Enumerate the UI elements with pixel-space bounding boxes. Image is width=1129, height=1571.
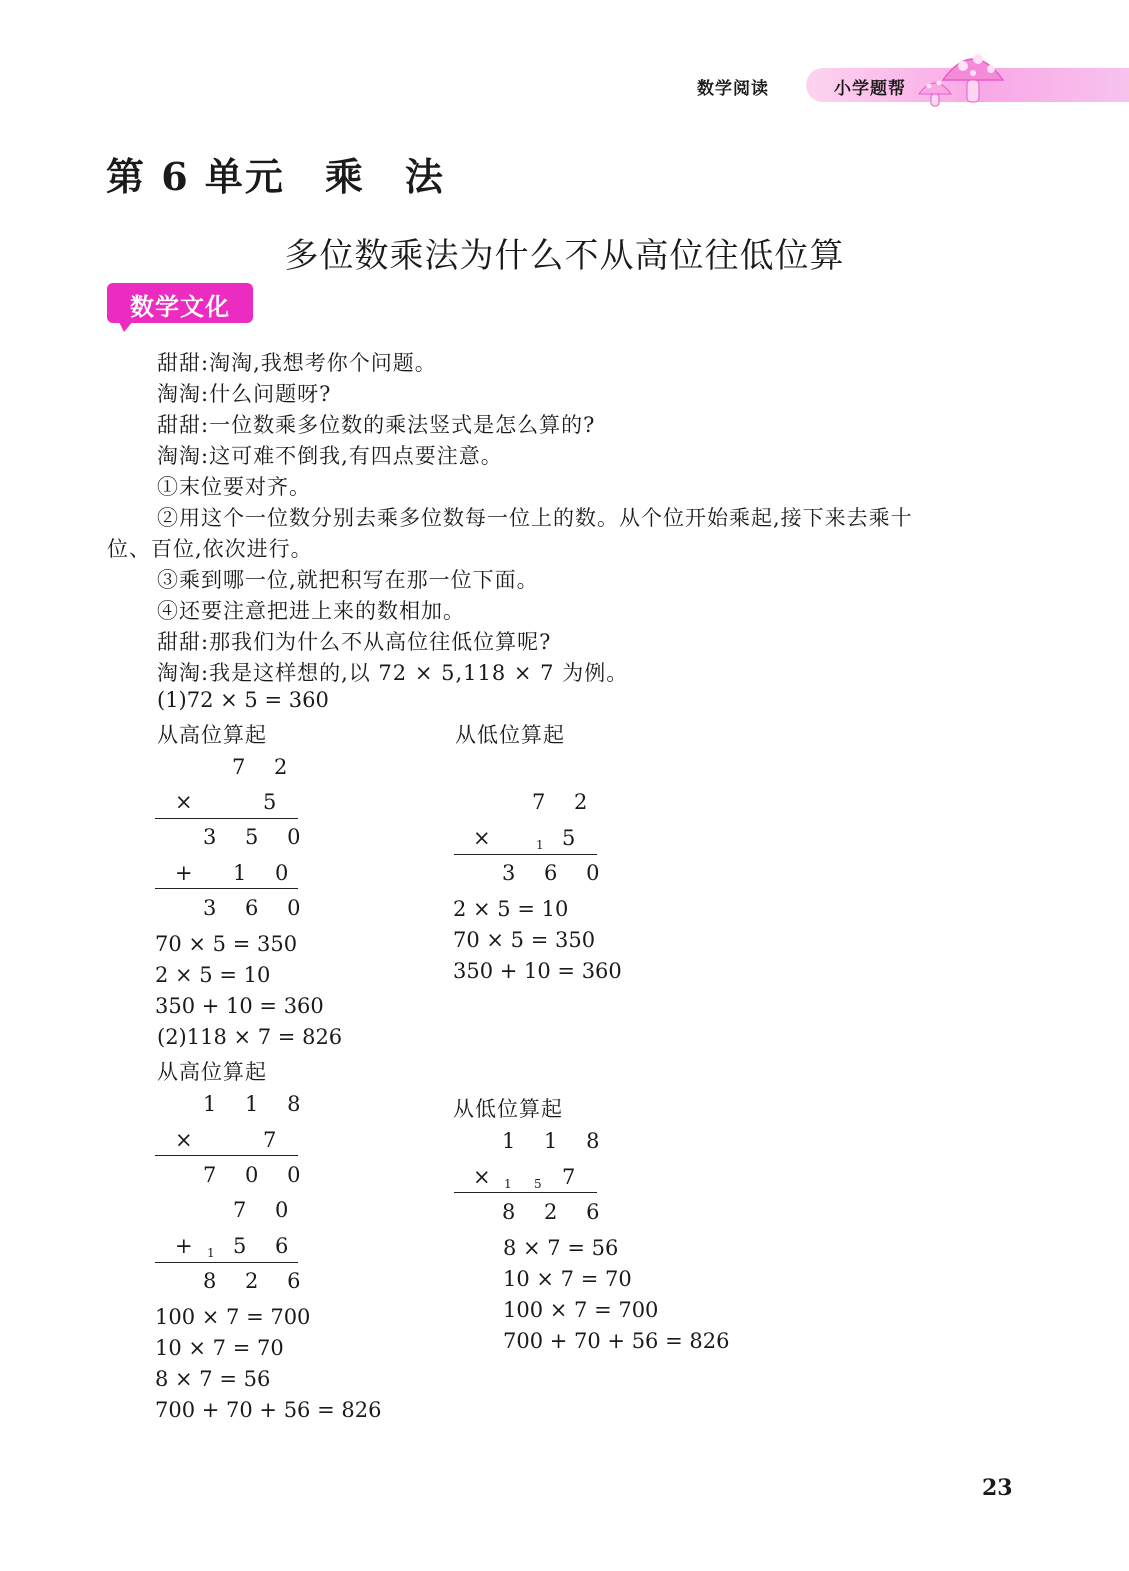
calc-row: 3 6 0 <box>203 896 312 920</box>
example-2-right-label: 从低位算起 <box>453 1097 563 1121</box>
times-sign: × <box>175 1128 193 1152</box>
calc-step: 70 × 5 = 350 <box>155 932 298 956</box>
calc-row: 7 2 <box>232 755 299 779</box>
times-sign: × <box>175 790 193 814</box>
times-sign: × <box>473 1165 491 1189</box>
calc-row: 1 1 8 <box>502 1129 611 1153</box>
book-title: 数学阅读 <box>697 79 769 99</box>
dialogue-line: 淘淘:这可难不倒我,有四点要注意。 <box>157 444 503 468</box>
calc-row: 5 <box>562 826 587 850</box>
calc-row: 7 0 0 <box>203 1163 312 1187</box>
example-1-left-label: 从高位算起 <box>157 723 267 747</box>
calc-step: 10 × 7 = 70 <box>503 1267 632 1291</box>
dialogue-line: 甜甜:一位数乘多位数的乘法竖式是怎么算的? <box>157 413 596 437</box>
calc-row: 5 <box>263 790 288 814</box>
calc-step: 700 + 70 + 56 = 826 <box>503 1329 730 1353</box>
carry-digit: 1 <box>536 838 544 852</box>
plus-sign: + <box>175 861 193 885</box>
calc-step: 10 × 7 = 70 <box>155 1336 284 1360</box>
calc-row: 8 2 6 <box>502 1200 611 1224</box>
times-sign: × <box>473 826 491 850</box>
calc-row: 7 <box>562 1165 587 1189</box>
page-number: 23 <box>982 1475 1013 1501</box>
calc-step: 2 × 5 = 10 <box>155 963 271 987</box>
section-tag-label: 数学文化 <box>130 293 230 321</box>
dialogue-line: ④还要注意把进上来的数相加。 <box>157 599 465 623</box>
calc-step: 350 + 10 = 360 <box>453 959 622 983</box>
calc-row: 3 6 0 <box>502 861 611 885</box>
calc-line <box>454 854 597 855</box>
calc-line <box>155 888 298 889</box>
calc-row: 8 2 6 <box>203 1269 312 1293</box>
calc-line <box>155 818 298 819</box>
calc-line <box>155 1155 298 1156</box>
calc-line <box>454 1192 597 1193</box>
dialogue-line: 甜甜:那我们为什么不从高位往低位算呢? <box>157 630 552 654</box>
carry-digit: 1 <box>207 1246 215 1260</box>
calc-row: 1 1 8 <box>203 1092 312 1116</box>
dialogue-line: 位、百位,依次进行。 <box>107 537 313 561</box>
dialogue-line: ②用这个一位数分别去乘多位数每一位上的数。从个位开始乘起,接下来去乘十 <box>157 506 913 530</box>
example-2-left-label: 从高位算起 <box>157 1060 267 1084</box>
dialogue-line: 甜甜:淘淘,我想考你个问题。 <box>157 351 437 375</box>
calc-row: 7 0 <box>233 1198 300 1222</box>
carry-digit: 1 <box>504 1177 512 1191</box>
calc-row: 5 6 <box>233 1234 300 1258</box>
dialogue-line: ③乘到哪一位,就把积写在那一位下面。 <box>157 568 539 592</box>
calc-step: 100 × 7 = 700 <box>155 1305 311 1329</box>
chapter-title: 第 6 单元 乘 法 <box>106 154 445 199</box>
calc-step: 700 + 70 + 56 = 826 <box>155 1398 382 1422</box>
calc-step: 8 × 7 = 56 <box>503 1236 619 1260</box>
dialogue-line: 淘淘:我是这样想的,以 72 × 5,118 × 7 为例。 <box>157 661 629 685</box>
example-2-title: (2)118 × 7 = 826 <box>157 1025 343 1049</box>
calc-step: 2 × 5 = 10 <box>453 897 569 921</box>
series-name: 小学题帮 <box>834 79 906 99</box>
calc-row: 7 <box>263 1128 288 1152</box>
calc-row: 1 0 <box>233 861 300 885</box>
calc-row: 7 2 <box>532 790 599 814</box>
article-title: 多位数乘法为什么不从高位往低位算 <box>284 236 845 276</box>
calc-row: 3 5 0 <box>203 825 312 849</box>
example-1-title: (1)72 × 5 = 360 <box>157 688 329 712</box>
dialogue-line: ①末位要对齐。 <box>157 475 311 499</box>
example-1-right-label: 从低位算起 <box>455 723 565 747</box>
carry-digit: 5 <box>534 1177 542 1191</box>
calc-step: 70 × 5 = 350 <box>453 928 596 952</box>
calc-step: 8 × 7 = 56 <box>155 1367 271 1391</box>
mushroom-icon <box>915 42 1010 110</box>
plus-sign: + <box>175 1234 193 1258</box>
dialogue-line: 淘淘:什么问题呀? <box>157 382 332 406</box>
calc-step: 350 + 10 = 360 <box>155 994 324 1018</box>
calc-step: 100 × 7 = 700 <box>503 1298 659 1322</box>
calc-line <box>155 1262 298 1263</box>
